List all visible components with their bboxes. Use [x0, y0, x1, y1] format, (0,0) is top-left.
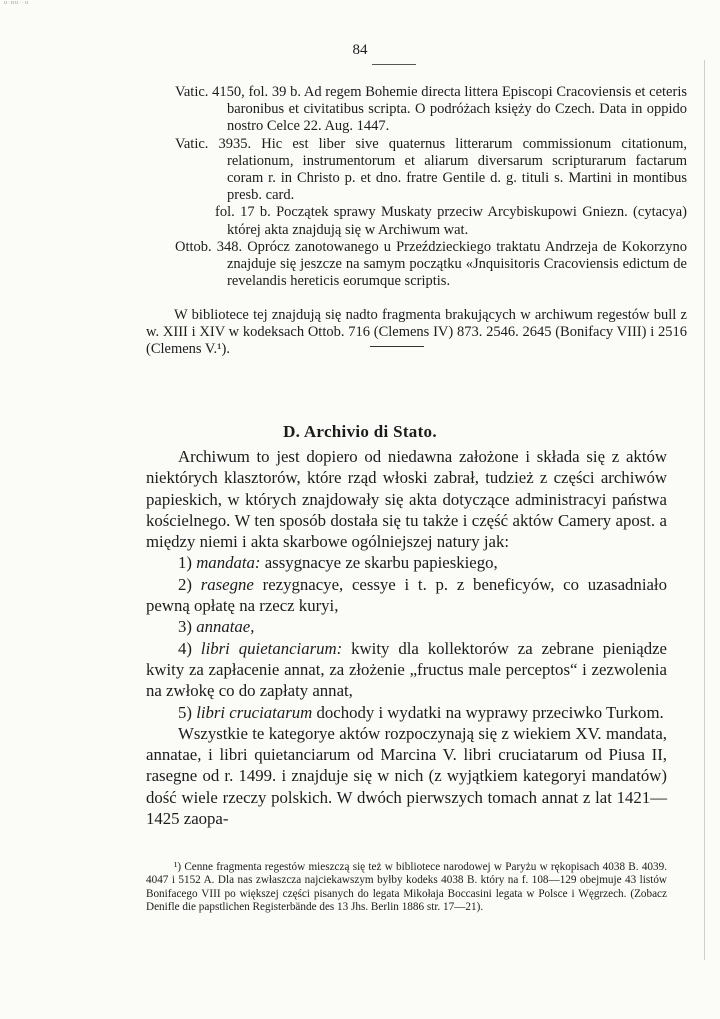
- page-number-rule: [372, 64, 416, 65]
- section-heading: D. Archivio di Stato.: [283, 422, 437, 441]
- list-item-libri-cruciatarum: 5) libri cruciatarum dochody i wydatki na wyprawy przeciwko Turkom.: [178, 702, 664, 722]
- closing-paragraph: Wszystkie te kategorye aktów rozpoczynają się z wiekiem XV. mandata, annatae, i libri quietanciarum od Marcina V. libri cruciatarum od Piusa II, rasegne od r. 1499. i znajduje się w nich (z wyjątkiem kategoryi mandatów) dość wiele rzeczy polskich. W dwóch pierwszych tomach annat z lat 1421—1425 zaopa-: [146, 723, 667, 829]
- library-note-text: W bibliotece tej znajdują się nadto fragmenta brakujących w archiwum regestów bull z w. XIII i XIV w kodeksach Ottob. 716 (Clemens IV) 873. 2546. 2645 (Bonifacy VIII) i 2516 (Clemens V.¹).: [146, 307, 687, 358]
- page-number: 84: [352, 42, 368, 58]
- scan-mark: u·nu··u: [4, 0, 29, 6]
- entry-vatic-3935: Vatic. 3935. Hic est liber sive quaternus litterarum commissionum citationum, relationum, instrumentorum et aliarum diversarum scripturarum factarum coram r. in Christo p. et dno. fratre Gentile d. g. tituli s. Martini in montibus presb. card.: [175, 135, 687, 204]
- footnote: [146, 861, 667, 914]
- list-item-rasegne: 2) rasegne rezygnacye, cessye i t. p. z beneficyów, co uzasadniało pewną opłatę na rzecz kuryi,: [146, 574, 667, 616]
- footnote-text: ¹) Cenne fragmenta regestów mieszczą się też w bibliotece narodowej w Paryżu w rękopisach 4038 B. 4039. 4047 i 5152 A. Dla nas zwłaszcza najciekawszym byłby kodeks 4038 B. który na f. 108—129 obejmuje 43 listów Bonifacego VIII po większej części pisanych do legata Mikołaja Boccasini legata w Polsce i Węgrzech. (Zobacz Denifle die papstlichen Registerbände des 13 Jhs. Berlin 1886 str. 17—21).: [146, 861, 667, 913]
- manuscript-entries: [175, 84, 687, 290]
- intro-paragraph: Archiwum to jest dopiero od niedawna założone i składa się z aktów niektórych klasztorów, które rząd włoski zabrał, tudzież z części archiwów papieskich, w których znajdowały się akta dotyczące administracyi państwa kościelnego. W ten sposób dostała się tu także i część aktów Camery apost. a między niemi i akta skarbowe ogólniejszej natury jak:: [146, 447, 667, 552]
- entry-ottob-348: Ottob. 348. Oprócz zanotowanego u Przeździeckiego traktatu Andrzeja de Kokorzyno znajduje się jeszcze na samym początku «Jnquisitoris Cracoviensis edictum de revelandis hereticis eorumque scriptis.: [175, 238, 687, 290]
- entry-vatic-4150: Vatic. 4150, fol. 39 b. Ad regem Bohemie directa littera Episcopi Cracoviensis et ceteris baronibus et civitatibus scripta. O podróżach księży do Czech. Data in oppido nostro Celce 22. Aug. 1447.: [175, 84, 687, 135]
- list-item-mandata: 1) mandata: assygnacye ze skarbu papieskiego,: [178, 553, 498, 573]
- page-edge-line: [704, 60, 705, 960]
- section-separator: [370, 346, 424, 347]
- list-item-annatae: 3) annatae,: [178, 617, 255, 637]
- section-body: [146, 446, 667, 829]
- library-note: [146, 307, 687, 359]
- list-item-libri-quietanciarum: 4) libri quietanciarum: kwity dla kollektorów za zebrane pieniądze kwity za zapłacenie annat, za złożenie „fructus male perceptos“ i zezwolenia na zwłokę co do zapłaty annat,: [146, 638, 667, 701]
- entry-fol-17: fol. 17 b. Początek sprawy Muskaty przeciw Arcybiskupowi Gniezn. (cytacya) której akta znajdują się w Archiwum wat.: [215, 204, 687, 238]
